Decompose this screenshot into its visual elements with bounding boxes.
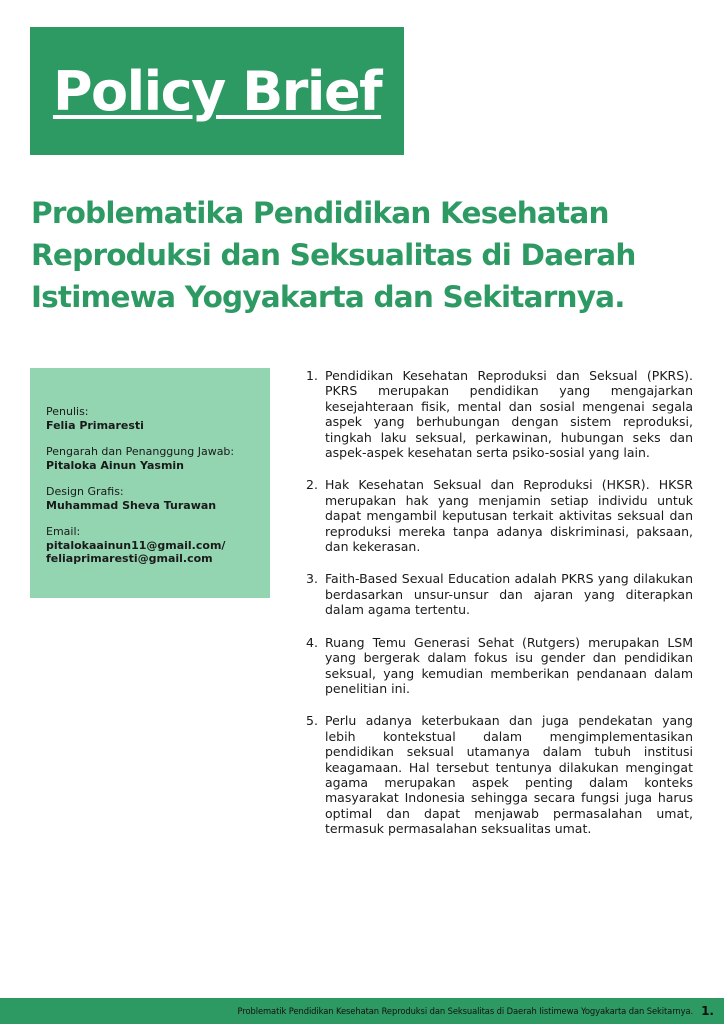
- item-text: Faith-Based Sexual Education adalah PKRS yang dilakukan berdasarkan unsur-unsur dan ajaran yang diterapkan dalam agama tertentu.: [325, 571, 693, 618]
- credit-label: Penulis:: [46, 405, 89, 418]
- credit-label: Email:: [46, 525, 81, 538]
- list-item: [306, 571, 693, 617]
- item-text: Perlu adanya keterbukaan dan juga pendekatan yang lebih kontekstual dalam mengimplementasikan pendidikan seksual utamanya dalam tubuh institusi keagamaan. Hal tersebut tentunya dilakukan mengingat agama merupakan aspek penting dalam konteks masyarakat Indonesia sehingga secara fungsi juga harus optimal dan dapat menjawab permasalahan umat, termasuk permasalahan seksualitas umat.: [325, 713, 693, 837]
- email-address: pitalokaainun11@gmail.com/ feliaprimaresti@gmail.com: [46, 538, 226, 565]
- credit-value: Muhammad Sheva Turawan: [46, 498, 217, 512]
- footer-bar: [0, 998, 724, 1024]
- document-title: Problematika Pendidikan Kesehatan Reproduksi dan Seksualitas di Daerah Istimewa Yogyakarta dan Sekitarnya.: [31, 196, 636, 314]
- credit-value: Felia Primaresti: [46, 418, 144, 432]
- credit-email: [46, 525, 260, 566]
- list-item: [306, 713, 693, 836]
- item-number: 5.: [306, 713, 318, 729]
- page-number: 1.: [701, 1004, 714, 1018]
- credit-design: [46, 485, 260, 512]
- list-item: [306, 368, 693, 460]
- credit-director: [46, 445, 260, 472]
- list-item: [306, 635, 693, 697]
- banner-title: Policy Brief: [52, 59, 382, 123]
- key-points-list: [306, 368, 693, 854]
- credit-value: Pitaloka Ainun Yasmin: [46, 458, 185, 472]
- item-number: 1.: [306, 368, 318, 383]
- item-text: Ruang Temu Generasi Sehat (Rutgers) merupakan LSM yang bergerak dalam fokus isu gender dan pendidikan seksual, yang kemudian memberikan pendanaan dalam penelitian ini.: [325, 634, 693, 696]
- list-item: [306, 477, 693, 554]
- credit-label: Pengarah dan Penanggung Jawab:: [46, 445, 235, 458]
- item-number: 4.: [306, 634, 318, 650]
- item-number: 2.: [306, 477, 318, 493]
- item-text: Hak Kesehatan Seksual dan Reproduksi (HKSR). HKSR merupakan hak yang menjamin setiap individu untuk dapat mengambil keputusan terkait aktivitas seksual dan reproduksi mereka tanpa adanya diskriminasi, paksaan, dan kekerasan.: [325, 477, 693, 555]
- credit-label: Design Grafis:: [46, 485, 124, 498]
- policy-brief-banner: [30, 27, 404, 155]
- item-number: 3.: [306, 571, 318, 587]
- footer-title: Problematik Pendidikan Kesehatan Reproduksi dan Seksualitas di Daerah Iistimewa Yogyakarta dan Sekitarnya.: [237, 1006, 694, 1016]
- item-text: Pendidikan Kesehatan Reproduksi dan Seksual (PKRS). PKRS merupakan pendidikan yang mengajarkan kesejahteraan fisik, mental dan sosial mengenai segala aspek yang berhubungan dengan sistem reproduksi, tingkah laku seksual, perkawinan, hubungan seks dan aspek-aspek kesehatan serta psiko-sosial yang lain.: [325, 368, 693, 461]
- credit-author: [46, 405, 260, 432]
- credits-box: [30, 368, 270, 598]
